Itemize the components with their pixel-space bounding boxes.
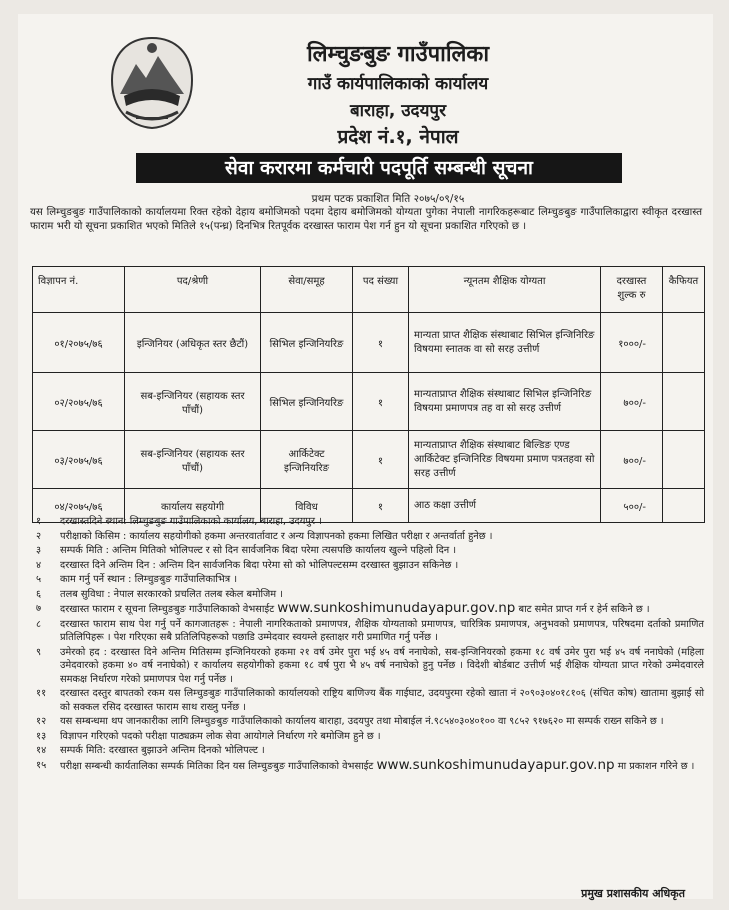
post-count: १ [353, 313, 409, 373]
website-link[interactable]: www.sunkoshimunudayapur.gov.np [277, 600, 516, 616]
note-text: दरखास्तदिने स्थान: लिम्चुङबुङ गाउँपालिकाको कार्यालय, बाराहा, उदयपुर । [60, 516, 322, 527]
remarks [663, 313, 705, 373]
note-number: १३ [36, 730, 47, 742]
note-number: १२ [36, 716, 47, 727]
vacancy-table [32, 266, 705, 523]
header-qualification: न्यूनतम शैक्षिक योग्यता [409, 267, 601, 313]
list-item [32, 515, 704, 529]
note-number: ८ [36, 618, 42, 630]
website-link[interactable]: www.sunkoshimunudayapur.gov.np [376, 756, 615, 773]
note-text: दरखास्त दस्तुर बापतको रकम यस लिम्चुङबुङ गाउँपालिकाको कार्यालयको राष्ट्रिय बाणिज्य बैंक गाईघाट, उदयपुरमा रहेको खाता नं २०९०३०४०१८१०६ (संचित कोष) खातामा बुझाई सो को सक्कल रसिद दरखास्त फाराम साथ राख्नु पर्नेछ । [60, 688, 704, 713]
note-text: बाट समेत प्राप्त गर्न र हेर्न सकिने छ । [518, 604, 650, 615]
post-count: १ [353, 373, 409, 431]
adv-no: ०४/२०७५/७६ [33, 489, 125, 523]
list-item [32, 756, 704, 774]
post-grade: इन्जिनियर (अधिकृत स्तर छैटौं) [125, 313, 261, 373]
note-number: ९ [36, 646, 42, 658]
list-item [32, 730, 704, 744]
publication-date: प्रथम पटक प्रकाशित मिति २०७५/०९/१५ [311, 193, 465, 205]
note-number: ७ [36, 603, 42, 614]
table-row [33, 431, 705, 489]
service-group: सिभिल इन्जिनियरिङ [261, 313, 353, 373]
list-item [32, 602, 704, 617]
notice-title-banner: सेवा करारमा कर्मचारी पदपूर्ति सम्बन्धी सूचना [136, 153, 622, 183]
header-adv-no: विज्ञापन नं. [33, 267, 125, 313]
note-text: परीक्षा सम्बन्धी कार्यतालिका सम्पर्क मितिका दिन यस लिम्चुङबुङ गाउँपालिकाको वेभसाईट [60, 760, 374, 772]
list-item [32, 559, 704, 573]
note-number: ११ [36, 688, 47, 699]
note-text: दरखास्त फाराम र सूचना लिम्चुङबुङ गाउँपालिकाको वेभसाईट [60, 604, 275, 615]
note-text: यस सम्बन्धमा थप जानकारीका लागि लिम्चुङबुङ गाउँपालिकाको कार्यालय बाराहा, उदयपुर तथा मोबाईल नं.९८५४०३०४०१०० वा ९८५२ ९१७६२० मा सम्पर्क राख्न सकिने छ । [60, 716, 664, 727]
note-number: ४ [36, 559, 42, 571]
note-number: १ [36, 516, 42, 527]
table-row [33, 313, 705, 373]
note-text: काम गर्नु पर्ने स्थान : लिम्चुङबुङ गाउँपालिकाभित्र । [60, 574, 238, 585]
note-text: दरखास्त दिने अन्तिम दिन : अन्तिम दिन सार्वजनिक बिदा परेमा सो को भोलिपल्टसम्म दरखास्त बुझाउन सकिनेछ । [60, 559, 459, 571]
list-item [32, 588, 704, 602]
min-qualification: मान्यताप्राप्त शैक्षिक संस्थाबाट बिल्डिङ एण्ड आर्किटेक्ट इन्जिनिरिङ विषयमा प्रमाण पत्रतहवा सो सरह उत्तीर्ण [409, 431, 601, 489]
service-group: आर्किटेक्ट इन्जिनियरिङ [261, 431, 353, 489]
note-number: ५ [36, 574, 42, 585]
header-post: पद/श्रेणी [125, 267, 261, 313]
list-item [32, 646, 704, 687]
table-header-row [33, 267, 705, 313]
list-item [32, 573, 704, 587]
note-text: तलब सुविधा : नेपाल सरकारको प्रचलित तलब स्केल बमोजिम । [60, 588, 283, 600]
list-item [32, 687, 704, 714]
header-fee: दरखास्त शुल्क रु [601, 267, 663, 313]
remarks [663, 431, 705, 489]
list-item [32, 715, 704, 729]
application-fee: ५००/- [601, 489, 663, 523]
intro-paragraph: यस लिम्चुङबुङ गाउँपालिकाको कार्यालयमा रिक्त रहेको देहाय बमोजिमको पदमा देहाय बमोजिमको योग्यता पुगेका नेपाली नागरिकहरूबाट लिम्चुङबुङ गाउँपालिकाद्वारा स्वीकृत दरखास्त फाराम भरी यो सूचना प्रकाशित भएको मितिले १५(पन्ध्र) दिनभित्र रितपूर्वक दरखास्त फाराम पेश गर्न हुन यो सूचना प्रकाशित गरिएको छ । [30, 207, 702, 232]
application-fee: ७००/- [601, 373, 663, 431]
note-number: ६ [36, 588, 42, 600]
header-service: सेवा/समूह [261, 267, 353, 313]
service-group: विविध [261, 489, 353, 523]
list-item [32, 544, 704, 558]
post-count: १ [353, 431, 409, 489]
office-name: गाउँ कार्यपालिकाको कार्यालय [307, 74, 489, 94]
notes-list [32, 515, 704, 774]
note-text: सम्पर्क मिति: दरखास्त बुझाउने अन्तिम दिनको भोलिपल्ट । [60, 745, 265, 756]
application-fee: ७००/- [601, 431, 663, 489]
note-number: २ [36, 530, 42, 542]
adv-no: ०१/२०७५/७६ [33, 313, 125, 373]
note-text: मा प्रकाशन गरिने छ । [617, 760, 695, 772]
header-count: पद संख्या [353, 267, 409, 313]
min-qualification: मान्यताप्राप्त शैक्षिक संस्थाबाट सिभिल इन्जिनिरिङ विषयमा प्रमाणपत्र तह वा सो सरह उत्तीर्ण [409, 373, 601, 431]
municipality-name: लिम्चुङबुङ गाउँपालिका [306, 42, 490, 67]
list-item [32, 530, 704, 544]
post-grade: सब-इन्जिनियर (सहायक स्तर पाँचौं) [125, 431, 261, 489]
government-emblem-icon [106, 34, 198, 132]
note-text: उमेरको हद : दरखास्त दिने अन्तिम मितिसम्म इन्जिनियरको हकमा २१ वर्ष उमेर पुरा भई ४५ वर्ष ननाघेको, सब-इन्जिनियरको हकमा १८ वर्ष उमेर पुरा भई ४५ वर्ष ननाघेको (महिला उमेदवारको हकमा ४० वर्ष ननाघेको) र कार्यालय सहयोगीको हकमा १८ वर्ष पुरा भै ४५ वर्ष ननाघेको हुनु पर्नेछ । विदेशी बोर्डबाट उत्तीर्ण भई शैक्षिक योग्यता प्राप्त गरेको उम्मेदवारले समकक्ष निर्धारण गरेको प्रमाणपत्र पेश गर्नु पर्नेछ । [60, 646, 704, 685]
adv-no: ०२/२०७५/७६ [33, 373, 125, 431]
signatory-title: प्रमुख प्रशासकीय अधिकृत [581, 887, 685, 900]
post-grade: कार्यालय सहयोगी [125, 489, 261, 523]
note-text: सम्पर्क मिति : अन्तिम मितिको भोलिपल्ट र सो दिन सार्वजनिक बिदा परेमा त्यसपछि कार्यालय खुल्ने पहिलो दिन । [60, 545, 457, 556]
header-remarks: कैफियत [663, 267, 705, 313]
adv-no: ०३/२०७५/७६ [33, 431, 125, 489]
service-group: सिभिल इन्जिनियरिङ [261, 373, 353, 431]
note-number: १५ [36, 759, 47, 771]
note-number: ३ [36, 545, 42, 556]
remarks [663, 373, 705, 431]
post-count: १ [353, 489, 409, 523]
notice-page [18, 14, 713, 899]
list-item [32, 744, 704, 758]
min-qualification: आठ कक्षा उत्तीर्ण [409, 489, 601, 523]
post-grade: सब-इन्जिनियर (सहायक स्तर पाँचौं) [125, 373, 261, 431]
min-qualification: मान्यता प्राप्त शैक्षिक संस्थाबाट सिभिल इन्जिनिरिङ विषयमा स्नातक वा सो सरह उत्तीर्ण [409, 313, 601, 373]
application-fee: १०००/- [601, 313, 663, 373]
note-text: परीक्षाको किसिम : कार्यालय सहयोगीको हकमा अन्तरवार्तावाट र अन्य विज्ञापनको हकमा लिखित परीक्षा र अन्तर्वार्ता हुनेछ । [60, 530, 493, 542]
province-name: प्रदेश नं.१, नेपाल [337, 126, 459, 148]
table-row [33, 373, 705, 431]
note-text: विज्ञापन गरिएको पदको परीक्षा पाठ्यक्रम लोक सेवा आयोगले निर्धारण गरे बमोजिम हुने छ । [60, 730, 381, 742]
list-item [32, 618, 704, 645]
note-number: १४ [36, 745, 47, 756]
note-text: दरखास्त फाराम साथ पेश गर्नु पर्ने कागजातहरू : नेपाली नागरिकताको प्रमाणपत्र, शैक्षिक योग्यताको प्रमाणपत्र, चारित्रिक प्रमाणपत्र, अनुभवको प्रमाणपत्र, परिषदमा दर्ताको प्रमाणित प्रतिलिपिहरू । पेश गरिएका सबै प्रतिलिपिहरूको पछाडि उम्मेदवार स्वयम्ले हस्ताक्षर गरी प्रमाणित गर्नु पर्नेछ । [60, 618, 704, 643]
office-address: बाराहा, उदयपुर [349, 101, 447, 121]
